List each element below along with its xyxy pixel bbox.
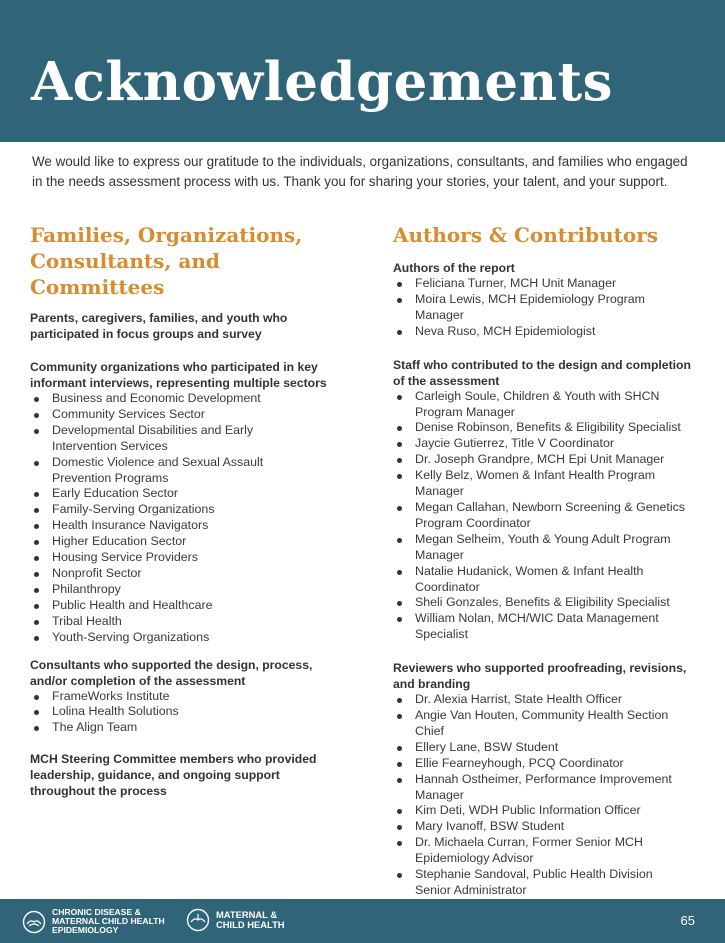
list-item: Community Services Sector <box>30 407 350 423</box>
list-item: Neva Ruso, MCH Epidemiologist <box>393 324 703 340</box>
group-title: Parents, caregivers, families, and youth who participated in focus groups and survey <box>30 311 288 341</box>
list-item: Jaycie Gutierrez, Title V Coordinator <box>393 436 703 452</box>
list-item: Stephanie Sandoval, Public Health Division Senior Administrator <box>393 867 703 899</box>
list-item: Megan Selheim, Youth & Young Adult Program Manager <box>393 532 703 564</box>
list-item: Dr. Joseph Grandpre, MCH Epi Unit Manager <box>393 452 703 468</box>
list-item: Family-Serving Organizations <box>30 502 350 518</box>
list-item: Philanthropy <box>30 582 350 598</box>
hands-circle-icon <box>186 908 210 932</box>
list-item: Sheli Gonzales, Benefits & Eligibility Specialist <box>393 595 703 611</box>
group-title: Staff who contributed to the design and completion of the assessment <box>393 357 691 388</box>
bullet-list <box>30 391 350 646</box>
list-item: Dr. Michaela Curran, Former Senior MCH Epidemiology Advisor <box>393 835 703 867</box>
list-item: Lolina Health Solutions <box>30 704 350 720</box>
page-title: Acknowledgements <box>31 51 613 113</box>
list-item: Carleigh Soule, Children & Youth with SHCN Program Manager <box>393 389 703 421</box>
left-column <box>30 222 350 799</box>
bullet-list <box>393 389 703 644</box>
right-column <box>393 222 703 899</box>
list-item: Housing Service Providers <box>30 550 350 566</box>
list-item: The Align Team <box>30 720 350 736</box>
list-item: Business and Economic Development <box>30 391 350 407</box>
list-item: Megan Callahan, Newborn Screening & Genetics Program Coordinator <box>393 500 703 532</box>
page-footer <box>0 899 725 943</box>
group-title: Community organizations who participated in key informant interviews, representing multiple sectors <box>30 360 327 390</box>
group-title: Reviewers who supported proofreading, revisions, and branding <box>393 661 687 692</box>
section-title-authors: Authors & Contributors <box>393 223 659 247</box>
list-item: Kim Deti, WDH Public Information Officer <box>393 803 703 819</box>
list-item: Kelly Belz, Women & Infant Health Program Manager <box>393 468 703 500</box>
list-item: Ellie Fearneyhough, PCQ Coordinator <box>393 756 703 772</box>
left-groups <box>30 310 350 799</box>
bullet-list <box>393 276 703 340</box>
section-title-families: Families, Organizations, Consultants, and Committees <box>30 223 303 299</box>
list-item: Natalie Hudanick, Women & Infant Health Coordinator <box>393 564 703 596</box>
right-groups <box>393 260 703 899</box>
group-title: Consultants who supported the design, process, and/or completion of the assessment <box>30 657 313 688</box>
list-item: William Nolan, MCH/WIC Data Management Specialist <box>393 611 703 643</box>
page-header <box>0 0 725 142</box>
list-item: Domestic Violence and Sexual Assault Prevention Programs <box>30 455 350 487</box>
intro-paragraph: We would like to express our gratitude to the individuals, organizations, consultants, and families who engaged in the needs assessment process with us. Thank you for sharing your stories, your talent, and your support. <box>32 154 688 189</box>
list-item: Feliciana Turner, MCH Unit Manager <box>393 276 703 292</box>
list-item: Moira Lewis, MCH Epidemiology Program Manager <box>393 292 703 324</box>
list-item: Developmental Disabilities and Early Intervention Services <box>30 423 350 455</box>
list-item: Denise Robinson, Benefits & Eligibility Specialist <box>393 420 703 436</box>
list-item: FrameWorks Institute <box>30 689 350 705</box>
bullet-list <box>30 689 350 737</box>
list-item: Dr. Alexia Harrist, State Health Officer <box>393 692 703 708</box>
list-item: Hannah Ostheimer, Performance Improvement Manager <box>393 772 703 804</box>
bullet-list <box>393 692 703 899</box>
list-item: Ellery Lane, BSW Student <box>393 740 703 756</box>
group-title: MCH Steering Committee members who provided leadership, guidance, and ongoing support throughout the process <box>30 752 317 799</box>
list-item: Youth-Serving Organizations <box>30 630 350 646</box>
list-item: Early Education Sector <box>30 486 350 502</box>
list-item: Tribal Health <box>30 614 350 630</box>
group-title: Authors of the report <box>393 261 515 275</box>
hands-circle-icon <box>22 910 46 934</box>
chronic-disease-logo: CHRONIC DISEASE & MATERNAL CHILD HEALTH EPIDEMIOLOGY <box>22 908 165 935</box>
list-item: Mary Ivanoff, BSW Student <box>393 819 703 835</box>
list-item: Nonprofit Sector <box>30 566 350 582</box>
list-item: Health Insurance Navigators <box>30 518 350 534</box>
list-item: Angie Van Houten, Community Health Section Chief <box>393 708 703 740</box>
list-item: Higher Education Sector <box>30 534 350 550</box>
page-number: 65 <box>680 913 695 928</box>
maternal-child-health-logo: MATERNAL & CHILD HEALTH <box>186 908 285 932</box>
list-item: Public Health and Healthcare <box>30 598 350 614</box>
